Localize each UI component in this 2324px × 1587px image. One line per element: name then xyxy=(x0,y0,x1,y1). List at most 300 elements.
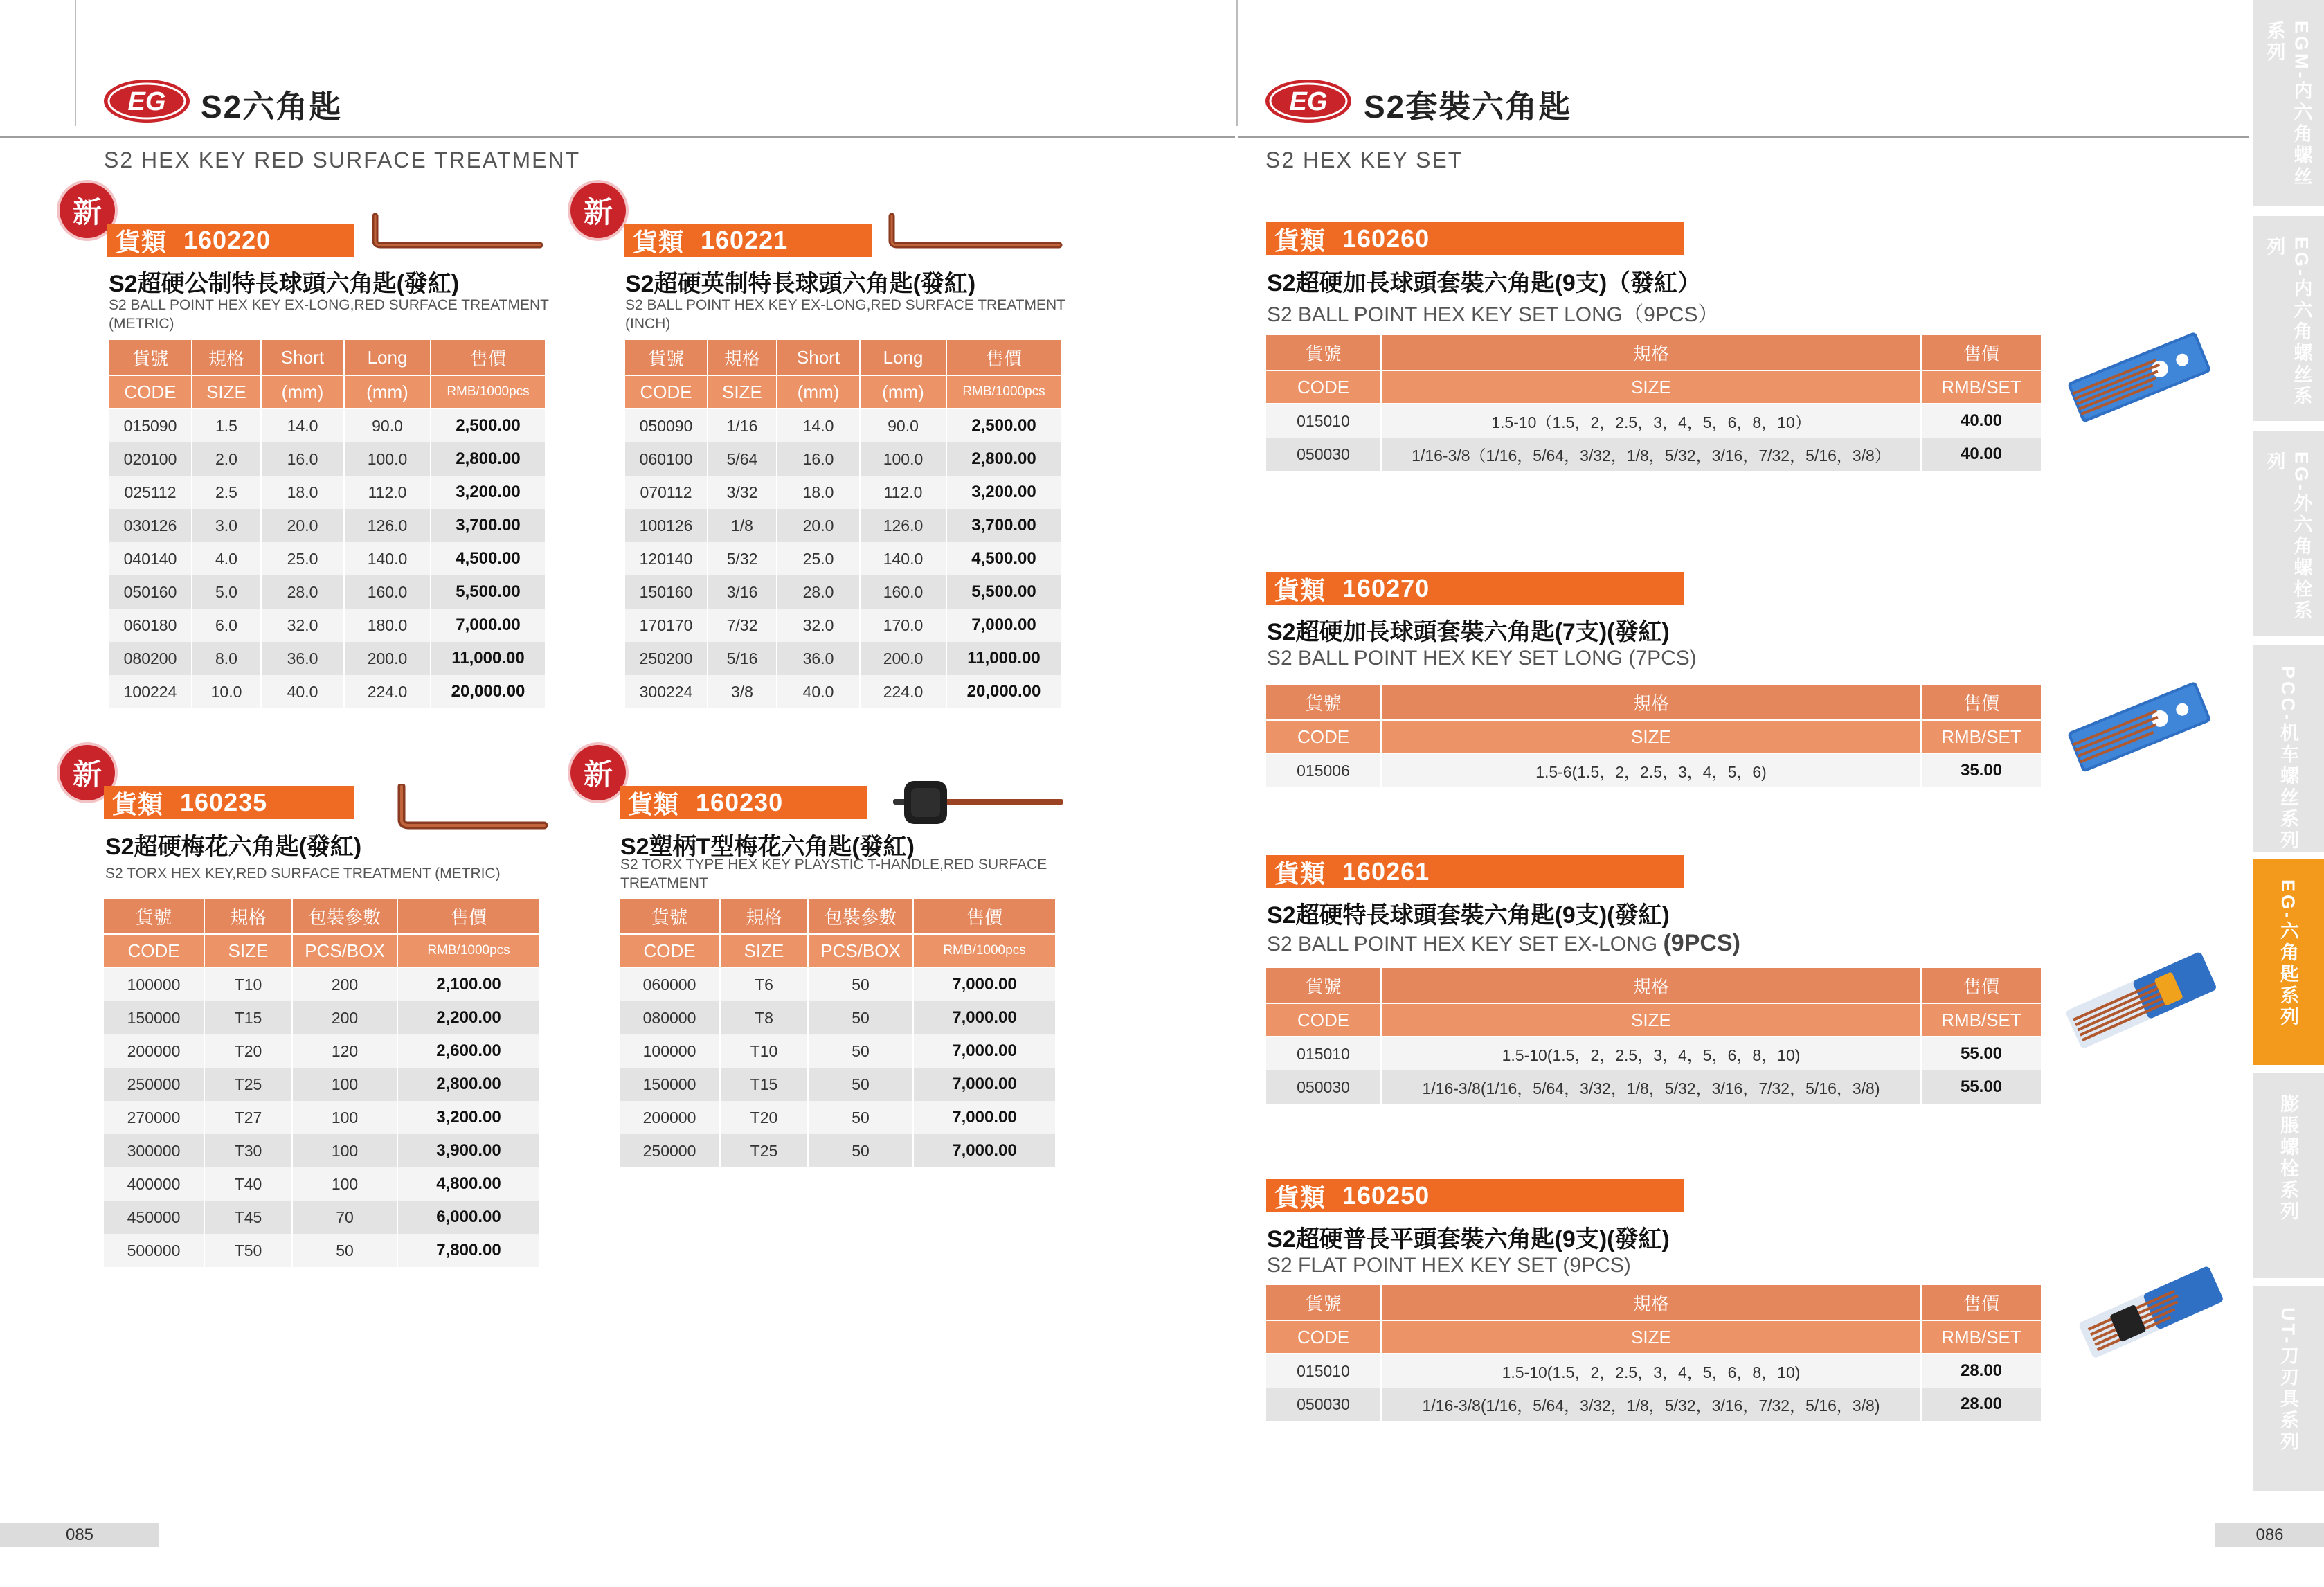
cell-size: 1/16-3/8(1/16，5/64，3/32，1/8，5/32，3/16，7/32，5/16，3/8) xyxy=(1381,1388,1921,1421)
table-row xyxy=(625,509,1061,542)
svg-text:EG: EG xyxy=(127,87,166,116)
col-header: 貨號 xyxy=(620,899,720,934)
col-header: RMB/1000pcs xyxy=(946,375,1061,409)
col-header: RMB/SET xyxy=(1921,370,2042,404)
product-code: 160250 xyxy=(1342,1181,1430,1210)
cell-long: 126.0 xyxy=(344,509,431,542)
sidebar-tab-eg-hex-keys[interactable]: EG-六角匙系列 xyxy=(2253,859,2324,1065)
torx-key-image xyxy=(396,784,548,830)
cell-size: T10 xyxy=(204,967,292,1001)
product-name-en: S2 BALL POINT HEX KEY SET LONG (7PCS) xyxy=(1267,647,1697,670)
left-page-margin-line xyxy=(75,0,76,126)
right-header-rule xyxy=(1238,136,2249,138)
page-subtitle: S2 HEX KEY SET xyxy=(1265,147,1463,172)
col-header: RMB/1000pcs xyxy=(913,934,1056,967)
cell-price: 7,000.00 xyxy=(913,1034,1056,1068)
spec-table xyxy=(1266,335,2042,471)
product-name-en: S2 FLAT POINT HEX KEY SET (9PCS) xyxy=(1267,1254,1631,1277)
product-name-cn: S2超硬普長平頭套裝六角匙(9支)(發紅) xyxy=(1267,1226,1670,1253)
table-row xyxy=(1266,438,2042,471)
cell-size: 1.5-10(1.5，2，2.5，3，4，5，6，8，10) xyxy=(1381,1037,1921,1070)
cell-code: 080000 xyxy=(620,1001,720,1034)
page-title: S2套裝六角匙 xyxy=(1364,89,1572,125)
cell-price: 7,000.00 xyxy=(431,609,546,642)
cell-long: 200.0 xyxy=(860,642,946,675)
product-code-bar xyxy=(104,786,354,819)
new-badge: 新 xyxy=(60,183,115,238)
cell-size: 3/16 xyxy=(708,575,777,609)
cell-price: 55.00 xyxy=(1921,1070,2042,1104)
table-row xyxy=(620,1101,1056,1134)
table-row xyxy=(625,542,1061,575)
col-header: 貨號 xyxy=(1266,1285,1381,1320)
col-header: PCS/BOX xyxy=(292,934,397,967)
table-row xyxy=(620,967,1056,1001)
col-header: SIZE xyxy=(1381,1003,1921,1037)
cell-size: T40 xyxy=(204,1167,292,1201)
cell-short: 28.0 xyxy=(261,575,344,609)
product-code-bar xyxy=(624,224,872,257)
cell-price: 40.00 xyxy=(1921,438,2042,471)
table-row xyxy=(1266,1070,2042,1104)
cell-price: 35.00 xyxy=(1921,753,2042,787)
cell-code: 050030 xyxy=(1266,1070,1381,1104)
cell-code: 050160 xyxy=(109,575,192,609)
cell-pcs-box: 50 xyxy=(292,1234,397,1267)
cell-pcs-box: 70 xyxy=(292,1201,397,1234)
hex-key-image xyxy=(371,213,544,249)
col-header: SIZE xyxy=(1381,370,1921,404)
cell-code: 200000 xyxy=(620,1101,720,1134)
cell-short: 40.0 xyxy=(777,675,860,708)
code-label: 貨類 xyxy=(112,789,164,818)
cell-pcs-box: 200 xyxy=(292,967,397,1001)
spec-table xyxy=(625,340,1062,708)
table-row xyxy=(625,642,1061,675)
product-name-en: S2 BALL POINT HEX KEY EX-LONG,RED SURFACE TREATMENT (METRIC) xyxy=(109,297,549,332)
cell-short: 16.0 xyxy=(777,442,860,476)
cell-size: 1.5 xyxy=(192,409,261,442)
col-header: (mm) xyxy=(344,375,431,409)
cell-size: 3/32 xyxy=(708,476,777,509)
cell-code: 060000 xyxy=(620,967,720,1001)
cell-price: 11,000.00 xyxy=(946,642,1061,675)
table-row xyxy=(620,1001,1056,1034)
cell-code: 080200 xyxy=(109,642,192,675)
cell-short: 25.0 xyxy=(261,542,344,575)
sidebar-tab-egm-socket-screws[interactable]: EGM-内六角螺丝系列 xyxy=(2253,0,2324,206)
table-row xyxy=(104,1134,540,1167)
table-row xyxy=(104,1034,540,1068)
col-header: 包裝參數 xyxy=(292,899,397,934)
col-header: 售價 xyxy=(1921,335,2042,370)
page-subtitle: S2 HEX KEY RED SURFACE TREATMENT xyxy=(104,147,581,172)
sidebar-tab-expansion-bolts[interactable]: 膨脹螺栓系列 xyxy=(2253,1073,2324,1278)
col-header: RMB/SET xyxy=(1921,720,2042,753)
cell-price: 3,200.00 xyxy=(946,476,1061,509)
cell-short: 16.0 xyxy=(261,442,344,476)
spec-table xyxy=(104,899,541,1267)
t-handle-key-image xyxy=(879,777,1066,832)
product-name-cn: S2超硬梅花六角匙(發紅) xyxy=(105,834,362,860)
code-label: 貨類 xyxy=(633,227,685,256)
cell-long: 170.0 xyxy=(860,609,946,642)
spec-table xyxy=(1266,1285,2042,1421)
cell-code: 400000 xyxy=(104,1167,204,1201)
product-code: 160261 xyxy=(1342,857,1430,886)
spec-table xyxy=(109,340,546,708)
table-row xyxy=(625,409,1061,442)
cell-long: 100.0 xyxy=(860,442,946,476)
cell-price: 4,800.00 xyxy=(397,1167,540,1201)
cell-price: 2,200.00 xyxy=(397,1001,540,1034)
col-header: 售價 xyxy=(913,899,1056,934)
cell-size: 5/16 xyxy=(708,642,777,675)
cell-price: 2,600.00 xyxy=(397,1034,540,1068)
cell-code: 015010 xyxy=(1266,404,1381,438)
page-number-left: 085 xyxy=(0,1523,159,1547)
product-code-bar xyxy=(620,786,867,819)
col-header: RMB/SET xyxy=(1921,1320,2042,1354)
col-header: 規格 xyxy=(1381,335,1921,370)
col-header: 規格 xyxy=(720,899,808,934)
cell-pcs-box: 50 xyxy=(808,1034,913,1068)
cell-pcs-box: 100 xyxy=(292,1167,397,1201)
cell-size: 2.0 xyxy=(192,442,261,476)
cell-short: 36.0 xyxy=(777,642,860,675)
cell-code: 015010 xyxy=(1266,1354,1381,1388)
col-header: RMB/1000pcs xyxy=(431,375,546,409)
cell-size: 5.0 xyxy=(192,575,261,609)
cell-size: 4.0 xyxy=(192,542,261,575)
cell-long: 140.0 xyxy=(344,542,431,575)
table-row xyxy=(109,509,546,542)
cell-size: 1/16 xyxy=(708,409,777,442)
product-name-en-text: S2 BALL POINT HEX KEY SET EX-LONG xyxy=(1267,933,1658,956)
hex-key-set-package-image xyxy=(2070,1260,2229,1364)
cell-long: 112.0 xyxy=(344,476,431,509)
cell-code: 050090 xyxy=(625,409,708,442)
col-header: 規格 xyxy=(1381,968,1921,1003)
col-header: CODE xyxy=(625,375,708,409)
cell-price: 7,000.00 xyxy=(913,1134,1056,1167)
cell-code: 100000 xyxy=(620,1034,720,1068)
cell-price: 6,000.00 xyxy=(397,1201,540,1234)
table-row xyxy=(625,675,1061,708)
table-row xyxy=(104,1101,540,1134)
col-header: 售價 xyxy=(1921,968,2042,1003)
cell-size: T27 xyxy=(204,1101,292,1134)
cell-size: T8 xyxy=(720,1001,808,1034)
code-label: 貨類 xyxy=(1274,1183,1326,1212)
col-header: 規格 xyxy=(204,899,292,934)
cell-short: 36.0 xyxy=(261,642,344,675)
table-row xyxy=(109,609,546,642)
col-header: CODE xyxy=(620,934,720,967)
col-header: Short xyxy=(777,340,860,375)
product-name-cn: S2超硬英制特長球頭六角匙(發紅) xyxy=(625,271,976,297)
cell-code: 015006 xyxy=(1266,753,1381,787)
cell-pcs-box: 100 xyxy=(292,1068,397,1101)
cell-size: 1/16-3/8(1/16，5/64，3/32，1/8，5/32，3/16，7/32，5/16，3/8) xyxy=(1381,1070,1921,1104)
cell-price: 5,500.00 xyxy=(431,575,546,609)
table-row xyxy=(104,1234,540,1267)
col-header: CODE xyxy=(1266,1003,1381,1037)
cell-size: T20 xyxy=(720,1101,808,1134)
cell-short: 20.0 xyxy=(261,509,344,542)
table-row xyxy=(1266,753,2042,787)
cell-size: 7/32 xyxy=(708,609,777,642)
cell-price: 3,700.00 xyxy=(946,509,1061,542)
cell-size: 1.5-6(1.5，2，2.5，3，4，5，6) xyxy=(1381,753,1921,787)
cell-code: 030126 xyxy=(109,509,192,542)
table-row xyxy=(620,1068,1056,1101)
cell-size: 3/8 xyxy=(708,675,777,708)
table-row xyxy=(109,675,546,708)
col-header: 貨號 xyxy=(1266,335,1381,370)
table-row xyxy=(104,1068,540,1101)
product-code: 160235 xyxy=(180,788,268,816)
cell-price: 11,000.00 xyxy=(431,642,546,675)
col-header: 售價 xyxy=(397,899,540,934)
cell-pcs-box: 50 xyxy=(808,967,913,1001)
code-label: 貨類 xyxy=(1274,226,1326,255)
eg-logo xyxy=(1264,78,1353,124)
cell-size: 1.5-10(1.5，2，2.5，3，4，5，6，8，10) xyxy=(1381,1354,1921,1388)
product-code: 160260 xyxy=(1342,224,1430,253)
col-header: 售價 xyxy=(1921,685,2042,720)
col-header: Long xyxy=(860,340,946,375)
table-row xyxy=(109,642,546,675)
cell-price: 2,100.00 xyxy=(397,967,540,1001)
col-header: 規格 xyxy=(1381,685,1921,720)
cell-size: T20 xyxy=(204,1034,292,1068)
product-code-bar xyxy=(1266,222,1684,255)
new-badge: 新 xyxy=(570,183,626,238)
product-code-bar xyxy=(1266,572,1684,605)
cell-price: 28.00 xyxy=(1921,1354,2042,1388)
cell-price: 4,500.00 xyxy=(431,542,546,575)
cell-price: 3,200.00 xyxy=(431,476,546,509)
page-divider-line xyxy=(1236,0,1238,126)
table-row xyxy=(104,1201,540,1234)
cell-size: 10.0 xyxy=(192,675,261,708)
product-code: 160270 xyxy=(1342,574,1430,602)
col-header: SIZE xyxy=(720,934,808,967)
cell-size: T15 xyxy=(204,1001,292,1034)
cell-pcs-box: 120 xyxy=(292,1034,397,1068)
cell-pcs-box: 50 xyxy=(808,1001,913,1034)
sidebar-tab-ut-cutting-tools[interactable]: UT-刀刃具系列 xyxy=(2253,1286,2324,1491)
product-name-cn: S2超硬公制特長球頭六角匙(發紅) xyxy=(109,271,460,297)
col-header: 貨號 xyxy=(109,340,192,375)
product-code-bar xyxy=(107,224,354,257)
cell-price: 20,000.00 xyxy=(946,675,1061,708)
cell-short: 14.0 xyxy=(261,409,344,442)
table-row xyxy=(625,609,1061,642)
cell-code: 100126 xyxy=(625,509,708,542)
cell-short: 25.0 xyxy=(777,542,860,575)
col-header: Long xyxy=(344,340,431,375)
cell-size: 2.5 xyxy=(192,476,261,509)
product-name-en: S2 TORX TYPE HEX KEY PLAYSTIC T-HANDLE,RED SURFACE TREATMENT xyxy=(620,857,1047,891)
col-header: 規格 xyxy=(1381,1285,1921,1320)
code-label: 貨類 xyxy=(628,789,680,818)
cell-code: 250000 xyxy=(104,1068,204,1101)
cell-size: T50 xyxy=(204,1234,292,1267)
cell-price: 28.00 xyxy=(1921,1388,2042,1421)
cell-price: 3,900.00 xyxy=(397,1134,540,1167)
product-name-en-pcs: (9PCS) xyxy=(1663,930,1740,956)
product-name-en xyxy=(1267,930,1740,957)
cell-code: 050030 xyxy=(1266,1388,1381,1421)
cell-short: 18.0 xyxy=(777,476,860,509)
code-label: 貨類 xyxy=(1274,859,1326,888)
cell-code: 150160 xyxy=(625,575,708,609)
cell-price: 2,800.00 xyxy=(397,1068,540,1101)
cell-long: 180.0 xyxy=(344,609,431,642)
cell-code: 015010 xyxy=(1266,1037,1381,1070)
col-header: (mm) xyxy=(860,375,946,409)
cell-code: 120140 xyxy=(625,542,708,575)
cell-price: 5,500.00 xyxy=(946,575,1061,609)
cell-size: 6.0 xyxy=(192,609,261,642)
table-row xyxy=(620,1034,1056,1068)
cell-short: 14.0 xyxy=(777,409,860,442)
cell-price: 2,500.00 xyxy=(946,409,1061,442)
cell-size: 5/64 xyxy=(708,442,777,476)
cell-code: 500000 xyxy=(104,1234,204,1267)
table-row xyxy=(109,409,546,442)
cell-size: T15 xyxy=(720,1068,808,1101)
cell-price: 20,000.00 xyxy=(431,675,546,708)
cell-code: 200000 xyxy=(104,1034,204,1068)
col-header: CODE xyxy=(1266,370,1381,404)
col-header: 包裝參數 xyxy=(808,899,913,934)
col-header: Short xyxy=(261,340,344,375)
cell-size: T25 xyxy=(204,1068,292,1101)
table-row xyxy=(104,1167,540,1201)
cell-code: 060180 xyxy=(109,609,192,642)
table-row xyxy=(625,476,1061,509)
hex-key-image xyxy=(888,213,1065,249)
cell-size: 3.0 xyxy=(192,509,261,542)
col-header: (mm) xyxy=(261,375,344,409)
col-header: 貨號 xyxy=(1266,968,1381,1003)
col-header: 規格 xyxy=(708,340,777,375)
col-header: RMB/SET xyxy=(1921,1003,2042,1037)
cell-code: 150000 xyxy=(104,1001,204,1034)
cell-pcs-box: 200 xyxy=(292,1001,397,1034)
cell-pcs-box: 100 xyxy=(292,1101,397,1134)
product-name-cn: S2超硬加長球頭套裝六角匙(7支)(發紅) xyxy=(1267,619,1670,645)
cell-size: 1/8 xyxy=(708,509,777,542)
table-row xyxy=(109,542,546,575)
cell-size: T25 xyxy=(720,1134,808,1167)
col-header: SIZE xyxy=(192,375,261,409)
cell-code: 270000 xyxy=(104,1101,204,1134)
cell-code: 450000 xyxy=(104,1201,204,1234)
col-header: CODE xyxy=(1266,1320,1381,1354)
product-name-en: S2 TORX HEX KEY,RED SURFACE TREATMENT (METRIC) xyxy=(105,866,501,881)
sidebar-tab-eg-socket-screws[interactable]: EG-内六角螺丝系列 xyxy=(2253,216,2324,421)
table-row xyxy=(109,442,546,476)
new-badge: 新 xyxy=(570,745,626,800)
cell-code: 040140 xyxy=(109,542,192,575)
product-code: 160220 xyxy=(183,226,271,254)
code-label: 貨類 xyxy=(116,227,168,256)
left-header-rule xyxy=(0,136,1235,138)
cell-price: 55.00 xyxy=(1921,1037,2042,1070)
cell-long: 224.0 xyxy=(860,675,946,708)
cell-price: 7,000.00 xyxy=(913,1101,1056,1134)
cell-code: 100224 xyxy=(109,675,192,708)
col-header: 貨號 xyxy=(625,340,708,375)
product-name-en: S2 BALL POINT HEX KEY SET LONG（9PCS） xyxy=(1267,303,1719,326)
col-header: CODE xyxy=(109,375,192,409)
col-header: CODE xyxy=(1266,720,1381,753)
cell-long: 90.0 xyxy=(860,409,946,442)
table-row xyxy=(1266,1037,2042,1070)
col-header: SIZE xyxy=(1381,1320,1921,1354)
cell-short: 18.0 xyxy=(261,476,344,509)
page-number-right: 086 xyxy=(2215,1523,2324,1547)
cell-price: 2,800.00 xyxy=(946,442,1061,476)
sidebar-tab-pcc-motorcycle-screws[interactable]: PCC-机车螺丝系列 xyxy=(2253,645,2324,852)
cell-price: 40.00 xyxy=(1921,404,2042,438)
product-code: 160230 xyxy=(696,788,784,816)
cell-size: T6 xyxy=(720,967,808,1001)
cell-long: 200.0 xyxy=(344,642,431,675)
cell-price: 7,000.00 xyxy=(913,1068,1056,1101)
cell-long: 126.0 xyxy=(860,509,946,542)
cell-code: 025112 xyxy=(109,476,192,509)
cell-size: T30 xyxy=(204,1134,292,1167)
table-row xyxy=(620,1134,1056,1167)
cell-code: 250200 xyxy=(625,642,708,675)
sidebar-tab-eg-hex-bolts[interactable]: EG-外六角螺栓系列 xyxy=(2253,431,2324,636)
product-code-bar xyxy=(1266,855,1684,888)
table-row xyxy=(625,575,1061,609)
col-header: PCS/BOX xyxy=(808,934,913,967)
cell-code: 020100 xyxy=(109,442,192,476)
cell-size: 8.0 xyxy=(192,642,261,675)
hex-key-set-package-image xyxy=(2057,675,2217,779)
cell-code: 150000 xyxy=(620,1068,720,1101)
cell-code: 250000 xyxy=(620,1134,720,1167)
table-row xyxy=(104,967,540,1001)
eg-logo xyxy=(102,78,191,124)
table-row xyxy=(104,1001,540,1034)
product-name-en: S2 BALL POINT HEX KEY EX-LONG,RED SURFACE TREATMENT (INCH) xyxy=(625,297,1065,332)
code-label: 貨類 xyxy=(1274,575,1326,604)
product-name-cn: S2塑柄T型梅花六角匙(發紅) xyxy=(620,834,915,860)
cell-price: 2,800.00 xyxy=(431,442,546,476)
product-code-bar xyxy=(1266,1179,1684,1212)
cell-price: 7,000.00 xyxy=(946,609,1061,642)
cell-price: 7,000.00 xyxy=(913,1001,1056,1034)
cell-pcs-box: 50 xyxy=(808,1101,913,1134)
table-row xyxy=(625,442,1061,476)
col-header: SIZE xyxy=(708,375,777,409)
table-row xyxy=(109,476,546,509)
col-header: RMB/1000pcs xyxy=(397,934,540,967)
cell-price: 4,500.00 xyxy=(946,542,1061,575)
cell-short: 28.0 xyxy=(777,575,860,609)
cell-long: 224.0 xyxy=(344,675,431,708)
cell-pcs-box: 50 xyxy=(808,1134,913,1167)
table-row xyxy=(1266,1388,2042,1421)
